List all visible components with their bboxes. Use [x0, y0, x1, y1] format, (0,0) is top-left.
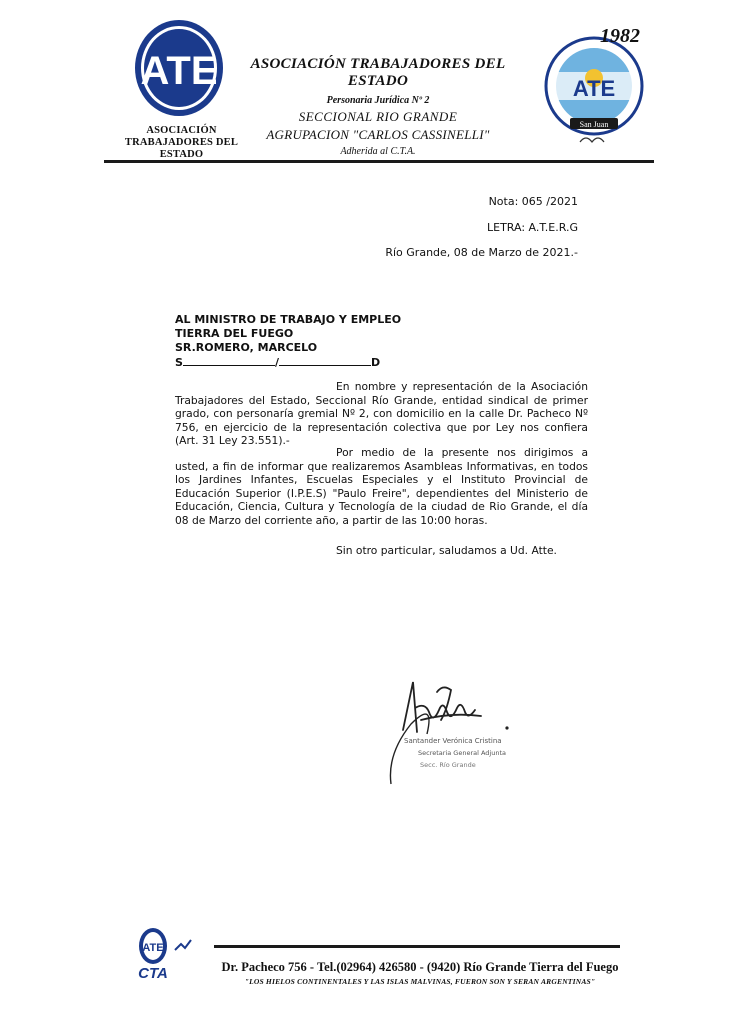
addressee-line2: TIERRA DEL FUEGO: [175, 327, 294, 340]
salutation-s: S: [175, 356, 183, 369]
salutation-d: D: [370, 356, 381, 369]
closing-line: Sin otro particular, saludamos a Ud. Atte.: [336, 544, 557, 557]
nota-number: Nota: 065 /2021: [488, 195, 578, 208]
salutation-slash: /: [274, 356, 279, 369]
svg-text:ATE: ATE: [572, 76, 616, 101]
personeria: Personaria Jurídica Nº 2: [326, 95, 430, 106]
footer-address: Dr. Pacheco 756 - Tel.(02964) 426580 - (9420) Río Grande Tierra del Fuego: [221, 960, 619, 974]
blank-line: [279, 355, 371, 366]
org-name: ASOCIACIÓN TRABAJADORES DEL ESTADO: [250, 56, 506, 89]
footer-logo-ate: ATE: [142, 942, 164, 954]
footer-rule: [214, 945, 620, 948]
emblem-ribbon: San Juan: [579, 120, 609, 129]
body-paragraph-1: En nombre y representación de la Asociación Trabajadores del Estado, Seccional Río Grande, entidad sindical de primer grado, con personaría gremial Nº 2, con domicilio en la calle Dr. Pacheco Nº 756, en ejercicio de la representación colectiva que por Ley nos confiera (Art. 31 Ley 23.551).-: [175, 380, 588, 447]
signer-org: Secc. Río Grande: [420, 761, 476, 769]
addressee-line3: SR.ROMERO, MARCELO: [175, 341, 318, 354]
body-paragraph-2: Por medio de la presente nos dirigimos a usted, a fin de informar que realizaremos Asambleas Informativas, en todos los Jardines Infantes, Escuelas Especiales y el Instituto Provincial de Educación Superior (I.P.E.S) "Paulo Freire", dependientes del Ministerio de Educación, Ciencia, Cultura y Tecnología de la ciudad de Rio Grande, el día 08 de Marzo del corriente año, a partir de las 10:00 horas.: [175, 446, 588, 527]
header-rule: [104, 160, 654, 163]
handwritten-signature: [385, 672, 515, 792]
ate-caption-line1: ASOCIACIÓN: [146, 125, 217, 136]
seccional: SECCIONAL RIO GRANDE: [298, 109, 458, 124]
addressee-salutation-line: [175, 355, 380, 370]
agrupacion: AGRUPACION "CARLOS CASSINELLI": [266, 127, 490, 142]
agrupacion-emblem: [540, 12, 648, 162]
letra-code: LETRA: A.T.E.R.G: [487, 221, 578, 234]
adherida: Adherida al C.T.A.: [340, 146, 416, 157]
ate-cta-footer-logo: [131, 924, 201, 986]
addressee-line1: AL MINISTRO DE TRABAJO Y EMPLEO: [175, 313, 402, 326]
emblem-year: 1982: [600, 25, 640, 47]
blank-line: [183, 355, 275, 366]
footer-slogan: "LOS HIELOS CONTINENTALES Y LAS ISLAS MALVINAS, FUERON SON Y SERAN ARGENTINAS": [244, 977, 596, 986]
ate-logo-text: ATE: [140, 49, 218, 93]
ate-caption-line2: TRABAJADORES DEL ESTADO: [124, 137, 239, 160]
signer-name: Santander Verónica Cristina: [404, 737, 502, 745]
letterhead-text: [230, 56, 526, 157]
signer-role: Secretaria General Adjunta: [418, 749, 507, 757]
ate-logo: [133, 18, 225, 128]
footer-logo-cta: CTA: [138, 965, 168, 982]
letter-date: Río Grande, 08 de Marzo de 2021.-: [385, 246, 578, 259]
